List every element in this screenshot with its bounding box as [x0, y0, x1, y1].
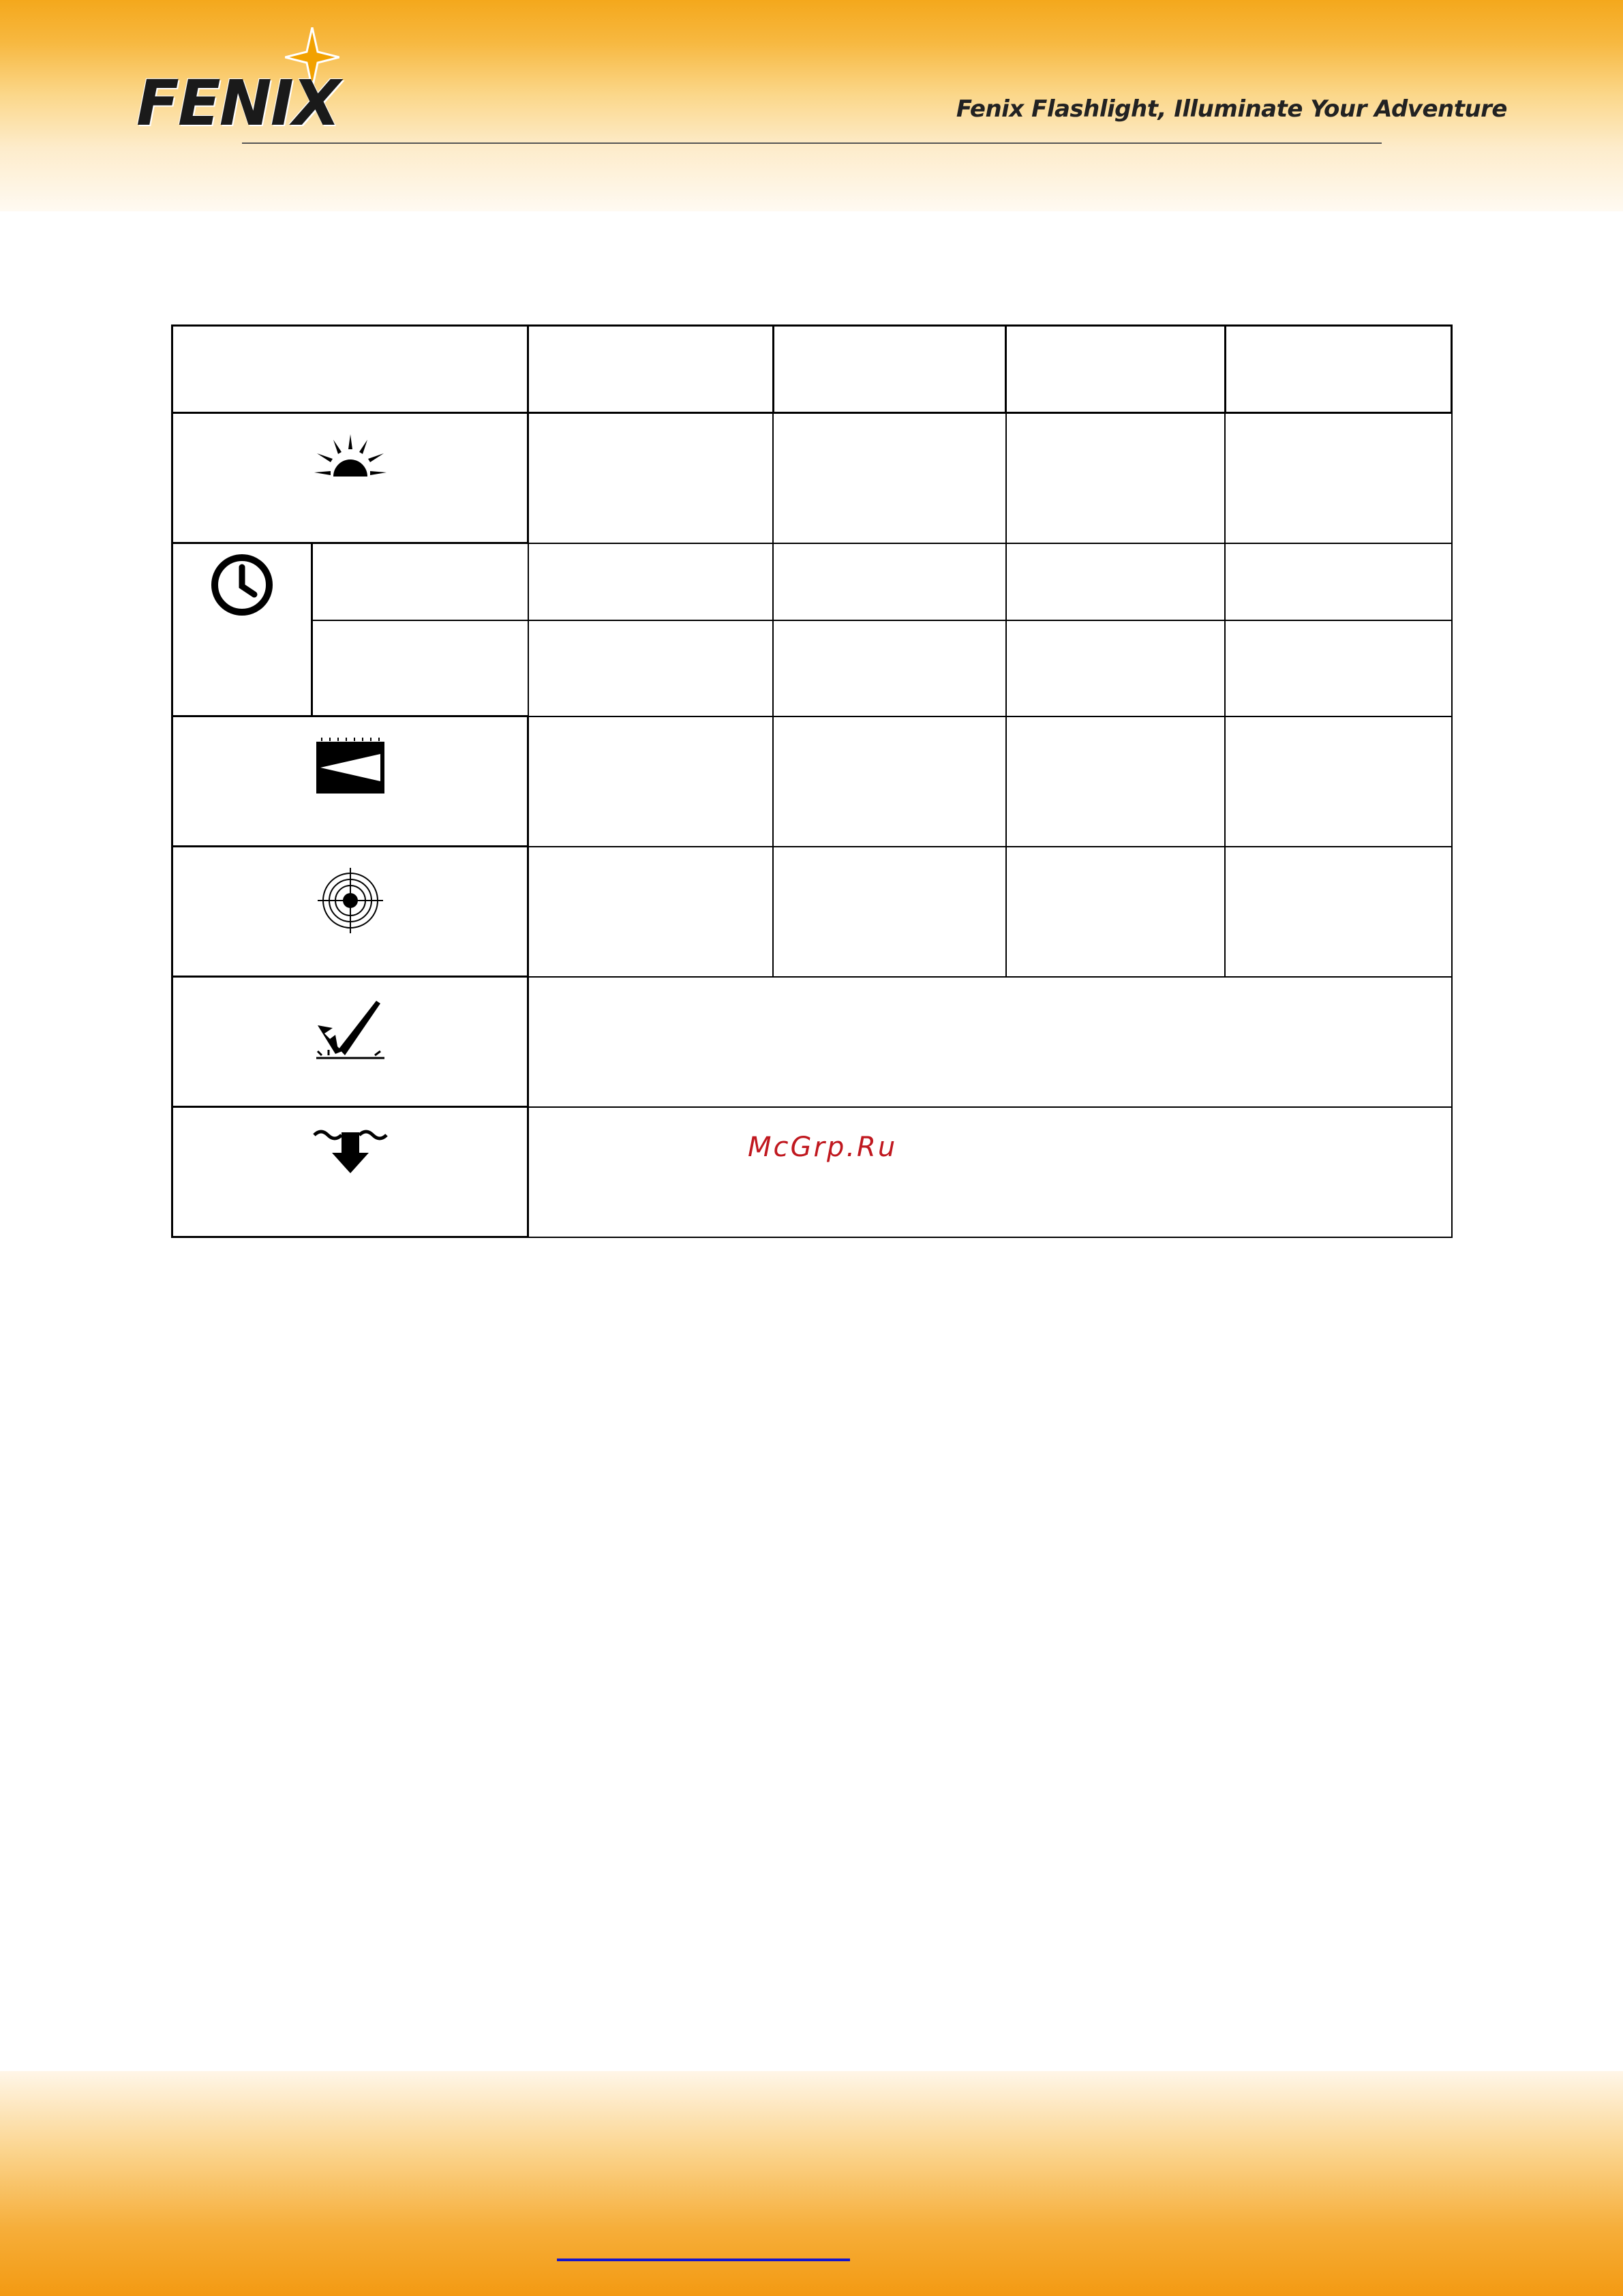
beam-distance-icon	[315, 736, 386, 796]
table-cell	[1006, 716, 1225, 847]
table-header-cell	[773, 326, 1005, 413]
watermark-text: McGrp.Ru	[748, 1132, 898, 1163]
table-cell	[1006, 543, 1225, 620]
output-icon-cell	[172, 413, 528, 543]
table-row-waterproof	[172, 1107, 1452, 1237]
table-cell	[312, 543, 528, 620]
table-header-row	[172, 326, 1452, 413]
runtime-icon-cell	[172, 543, 312, 716]
waterproof-icon	[313, 1127, 388, 1176]
table-row-intensity	[172, 847, 1452, 977]
table-row-impact-resistance	[172, 977, 1452, 1107]
table-cell	[1006, 620, 1225, 716]
footer-band	[0, 2071, 1623, 2296]
target-icon	[316, 866, 384, 935]
waterproof-value-cell	[528, 1107, 1452, 1237]
fenix-logo	[136, 27, 382, 140]
header-tagline: Fenix Flashlight, Illuminate Your Adventure	[956, 95, 1507, 123]
table-cell	[773, 716, 1005, 847]
impact-icon-cell	[172, 977, 528, 1107]
beam-distance-icon-cell	[172, 716, 528, 847]
table-cell	[773, 620, 1005, 716]
table-cell	[1225, 716, 1451, 847]
table-row-beam-distance	[172, 716, 1452, 847]
table-cell	[773, 413, 1005, 543]
table-row-runtime-b	[172, 620, 1452, 716]
table-cell	[1225, 847, 1451, 977]
table-cell	[528, 413, 773, 543]
table-header-label-cell	[172, 326, 528, 413]
logo-text: FENIX	[136, 67, 339, 140]
table-cell	[528, 716, 773, 847]
table-cell	[312, 620, 528, 716]
table-cell	[1225, 543, 1451, 620]
clock-icon	[209, 552, 275, 618]
table-row-output	[172, 413, 1452, 543]
table-cell	[528, 620, 773, 716]
table-header-cell	[528, 326, 773, 413]
table-row-runtime-a	[172, 543, 1452, 620]
table-cell	[773, 543, 1005, 620]
waterproof-icon-cell	[172, 1107, 528, 1237]
table-cell	[1225, 620, 1451, 716]
header-divider	[242, 142, 1382, 144]
table-cell	[1006, 413, 1225, 543]
sun-burst-icon	[313, 433, 388, 483]
table-cell	[1006, 847, 1225, 977]
table-cell	[773, 847, 1005, 977]
table-cell	[528, 543, 773, 620]
impact-resistance-value-cell	[528, 977, 1452, 1107]
table-cell	[1225, 413, 1451, 543]
spec-table	[171, 324, 1453, 1238]
table-cell	[528, 847, 773, 977]
table-header-cell	[1225, 326, 1451, 413]
footer-link-underline[interactable]	[557, 2259, 850, 2261]
impact-resistant-icon	[315, 997, 386, 1059]
intensity-icon-cell	[172, 847, 528, 977]
table-header-cell	[1006, 326, 1225, 413]
